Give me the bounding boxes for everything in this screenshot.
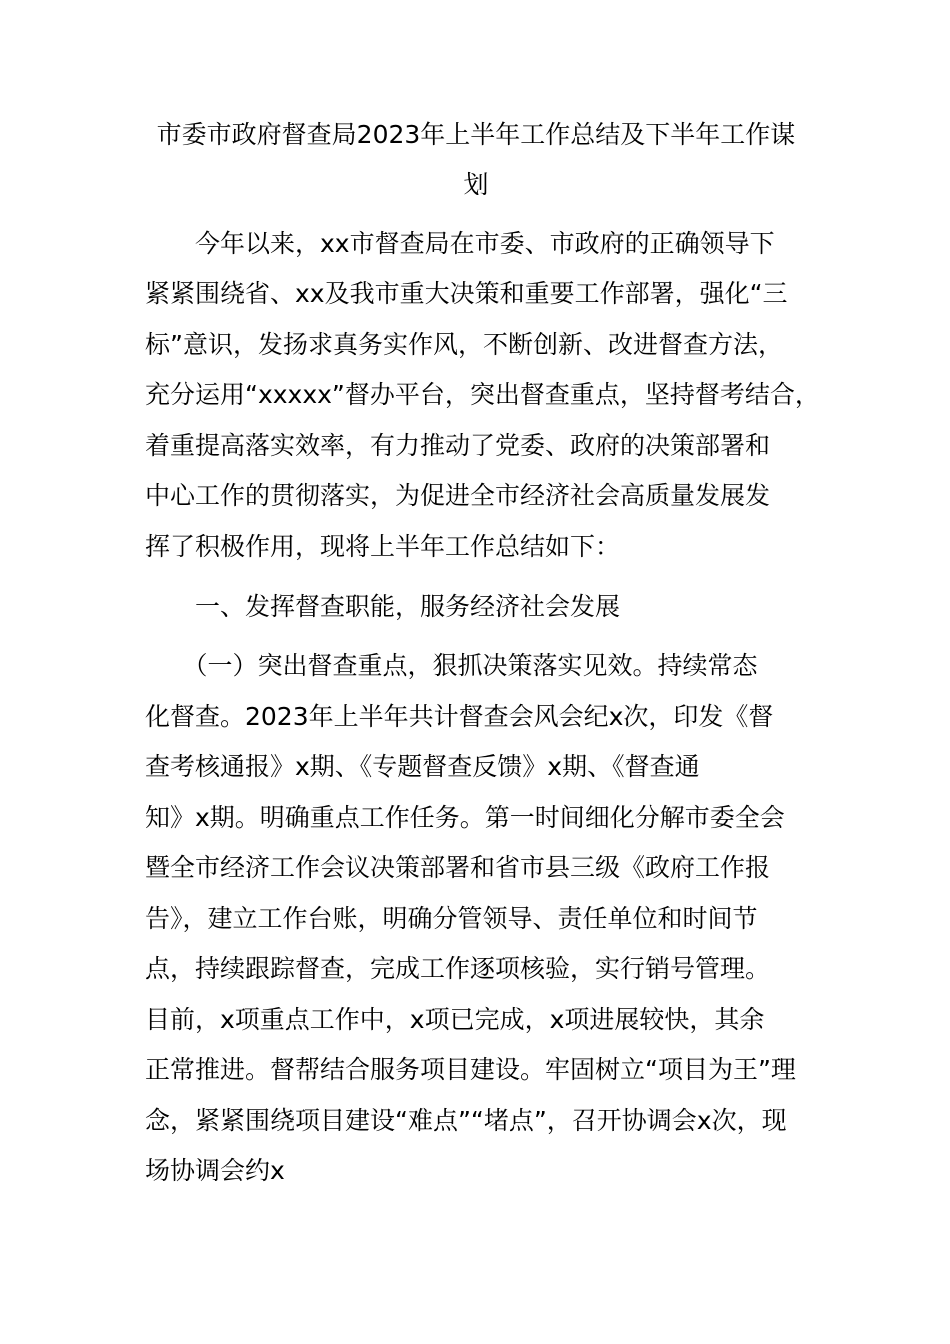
body-line: 暨全市经济工作会议决策部署和省市县三级《政府工作报: [145, 853, 771, 882]
body-line: 目前，x项重点工作中，x项已完成，x项进展较快，其余: [145, 1005, 765, 1034]
body-line: 标”意识，发扬求真务实作风，不断创新、改进督查方法，: [145, 330, 783, 359]
body-line: 查考核通报》x期、《专题督查反馈》x期、《督查通: [145, 752, 700, 781]
body-line: 正常推进。督帮结合服务项目建设。牢固树立“项目为王”理: [145, 1055, 796, 1084]
body-line: （一）突出督查重点，狠抓决策落实见效。持续常态: [145, 651, 758, 680]
body-line: 点，持续跟踪督查，完成工作逐项核验，实行销号管理。: [145, 954, 771, 983]
body-line: 今年以来，xx市督查局在市委、市政府的正确领导下: [145, 229, 775, 258]
body-line: 着重提高落实效率，有力推动了党委、政府的决策部署和: [145, 431, 771, 460]
body-line: 化督查。2023年上半年共计督查会风会纪x次，印发《督: [145, 702, 774, 731]
body-line: 场协调会约x: [145, 1156, 285, 1185]
body-line: 知》x期。明确重点工作任务。第一时间细化分解市委全会: [145, 803, 785, 832]
body-line: 告》，建立工作台账，明确分管领导、责任单位和时间节: [145, 904, 758, 933]
body-line: 念，紧紧围绕项目建设“难点”“堵点”，召开协调会x次，现: [145, 1106, 787, 1135]
body-line: 中心工作的贯彻落实，为促进全市经济社会高质量发展发: [145, 481, 771, 510]
body-line: 挥了积极作用，现将上半年工作总结如下：: [145, 532, 621, 561]
body-line: 充分运用“xxxxx”督办平台，突出督查重点，坚持督考结合，: [145, 380, 820, 409]
title-line-1: 市委市政府督查局2023年上半年工作总结及下半年工作谋: [156, 120, 796, 149]
title-line-2: 划: [463, 170, 489, 199]
document-title: [136, 110, 816, 210]
section-heading: 一、发挥督查职能，服务经济社会发展: [145, 592, 621, 621]
body-line: 紧紧围绕省、xx及我市重大决策和重要工作部署，强化“三: [145, 279, 788, 308]
